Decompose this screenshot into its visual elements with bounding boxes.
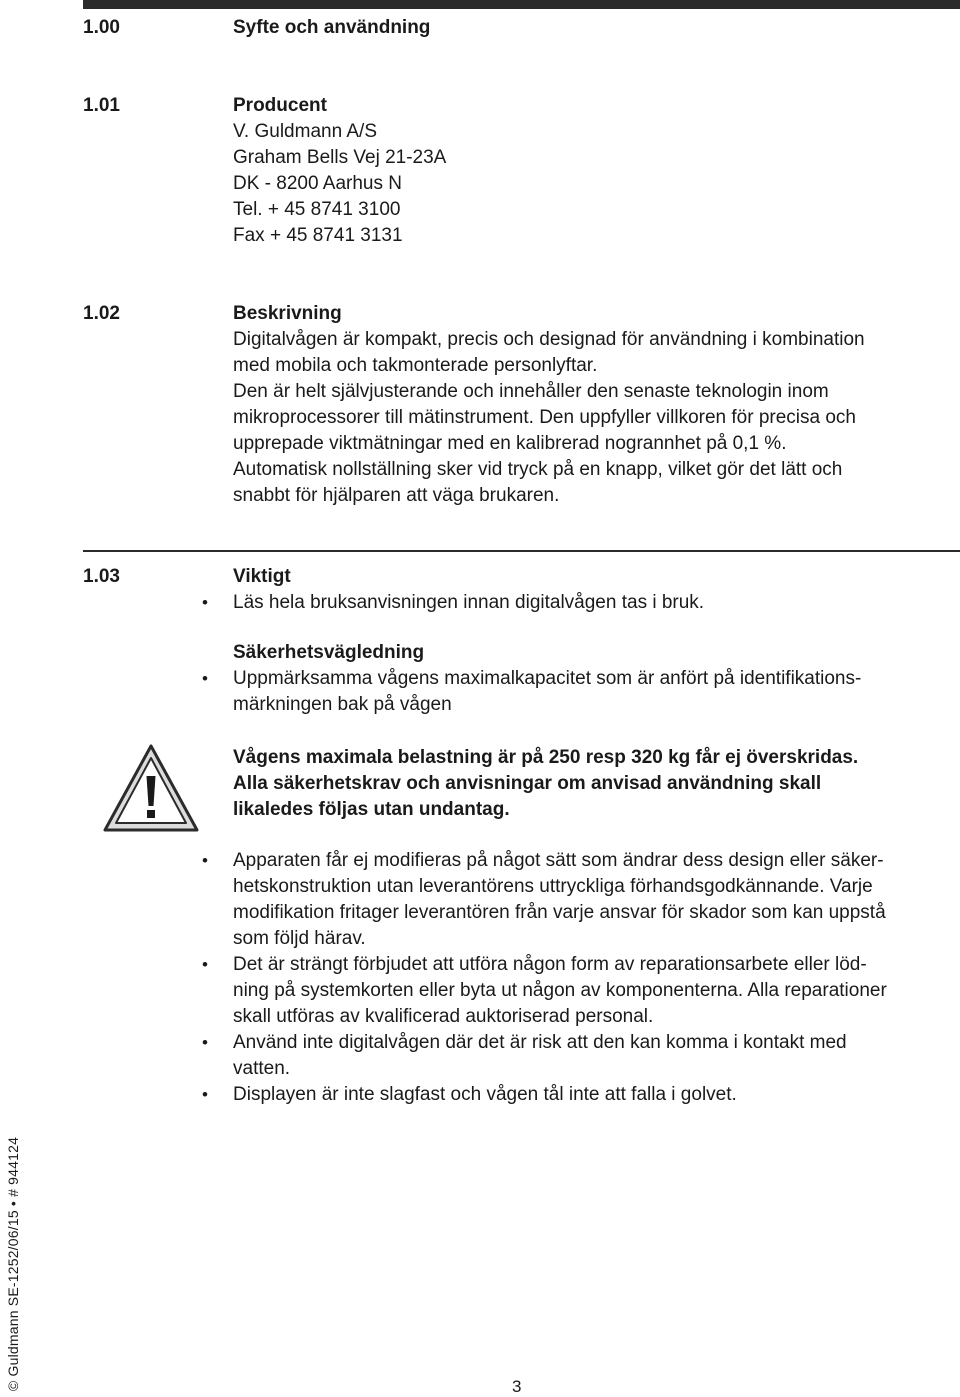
bullet-text: Använd inte digitalvågen där det är risk att den kan komma i kontakt med bbox=[233, 1032, 847, 1053]
bullet-text: skall utföras av kvalificerad auktoriserad personal. bbox=[233, 1006, 654, 1027]
description-line: Den är helt självjusterande och innehåller den senaste teknologin inom bbox=[233, 381, 829, 402]
bullet-marker: • bbox=[202, 851, 208, 870]
section-1-00-title: Syfte och användning bbox=[233, 17, 431, 38]
section-1-01-body bbox=[233, 93, 958, 249]
section-1-02-title: Beskrivning bbox=[233, 303, 342, 324]
warning-line: Vågens maximala belastning är på 250 resp 320 kg får ej överskridas. bbox=[233, 747, 859, 768]
address-line: DK - 8200 Aarhus N bbox=[233, 173, 402, 194]
description-line: upprepade viktmätningar med en kalibrerad nogrannhet på 0,1 %. bbox=[233, 433, 787, 454]
bullet-marker: • bbox=[202, 669, 208, 688]
bullet-item bbox=[202, 952, 958, 1030]
bullet-item bbox=[202, 1030, 958, 1082]
address-line: V. Guldmann A/S bbox=[233, 121, 378, 142]
bullet-text: Uppmärksamma vågens maximalkapacitet som är anfört på identifikations- bbox=[233, 668, 862, 689]
bullet-marker: • bbox=[202, 1033, 208, 1052]
section-divider bbox=[83, 550, 960, 552]
bullet-marker: • bbox=[202, 1085, 208, 1104]
section-1-03-body bbox=[202, 564, 958, 616]
safety-bullet-list bbox=[202, 848, 958, 1108]
warning-triangle-icon bbox=[103, 744, 199, 832]
section-1-03-number: 1.03 bbox=[83, 566, 120, 587]
warning-line: Alla säkerhetskrav och anvisningar om anvisad användning skall bbox=[233, 773, 822, 794]
bullet-item bbox=[202, 666, 958, 718]
safety-guidance bbox=[202, 640, 958, 718]
bullet-item bbox=[202, 590, 958, 616]
bullet-text: Displayen är inte slagfast och vågen tål inte att falla i golvet. bbox=[233, 1084, 737, 1105]
top-rule bbox=[83, 0, 960, 9]
description-line: Digitalvågen är kompakt, precis och designad för användning i kombination bbox=[233, 329, 865, 350]
bullet-item bbox=[202, 1082, 958, 1108]
bullet-text: Det är strängt förbjudet att utföra någon form av reparationsarbete eller löd- bbox=[233, 954, 867, 975]
safety-title: Säkerhetsvägledning bbox=[233, 642, 425, 663]
section-1-01-title: Producent bbox=[233, 95, 327, 116]
description-line: Automatisk nollställning sker vid tryck på en knapp, vilket gör det lätt och bbox=[233, 459, 843, 480]
description-line: snabbt för hjälparen att väga brukaren. bbox=[233, 485, 560, 506]
section-1-00-number: 1.00 bbox=[83, 17, 120, 38]
address-line: Graham Bells Vej 21-23A bbox=[233, 147, 447, 168]
warning-line: likaledes följas utan undantag. bbox=[233, 799, 510, 820]
bullet-text: ning på systemkorten eller byta ut någon av komponenterna. Alla reparationer bbox=[233, 980, 887, 1001]
bullet-text: Apparaten får ej modifieras på något sätt som ändrar dess design eller säker- bbox=[233, 850, 884, 871]
section-1-03-title: Viktigt bbox=[233, 566, 291, 587]
section-1-02-number: 1.02 bbox=[83, 303, 120, 324]
description-line: med mobila och takmonterade personlyftar. bbox=[233, 355, 598, 376]
document-code-text: © Guldmann SE-1252/06/15 • # 944124 bbox=[5, 1136, 21, 1392]
fax-line: Fax + 45 8741 3131 bbox=[233, 225, 403, 246]
description-line: mikroprocessorer till mätinstrument. Den uppfyller villkoren för precisa och bbox=[233, 407, 857, 428]
warning-text bbox=[233, 745, 958, 823]
bullet-text: Läs hela bruksanvisningen innan digitalvågen tas i bruk. bbox=[233, 592, 705, 613]
phone-line: Tel. + 45 8741 3100 bbox=[233, 199, 401, 220]
bullet-text: som följd härav. bbox=[233, 928, 366, 949]
bullet-marker: • bbox=[202, 593, 208, 612]
document-code bbox=[0, 1133, 28, 1395]
bullet-text: modifikation fritager leverantören från varje ansvar för skador som kan uppstå bbox=[233, 902, 886, 923]
bullet-text: märkningen bak på vågen bbox=[233, 694, 452, 715]
section-1-02-body bbox=[233, 301, 958, 509]
bullet-marker: • bbox=[202, 955, 208, 974]
bullet-text: hetskonstruktion utan leverantörens uttryckliga förhandsgodkännande. Varje bbox=[233, 876, 873, 897]
bullet-text: vatten. bbox=[233, 1058, 291, 1079]
bullet-item bbox=[202, 848, 958, 952]
page-number: 3 bbox=[512, 1377, 522, 1396]
section-1-01-number: 1.01 bbox=[83, 95, 120, 116]
